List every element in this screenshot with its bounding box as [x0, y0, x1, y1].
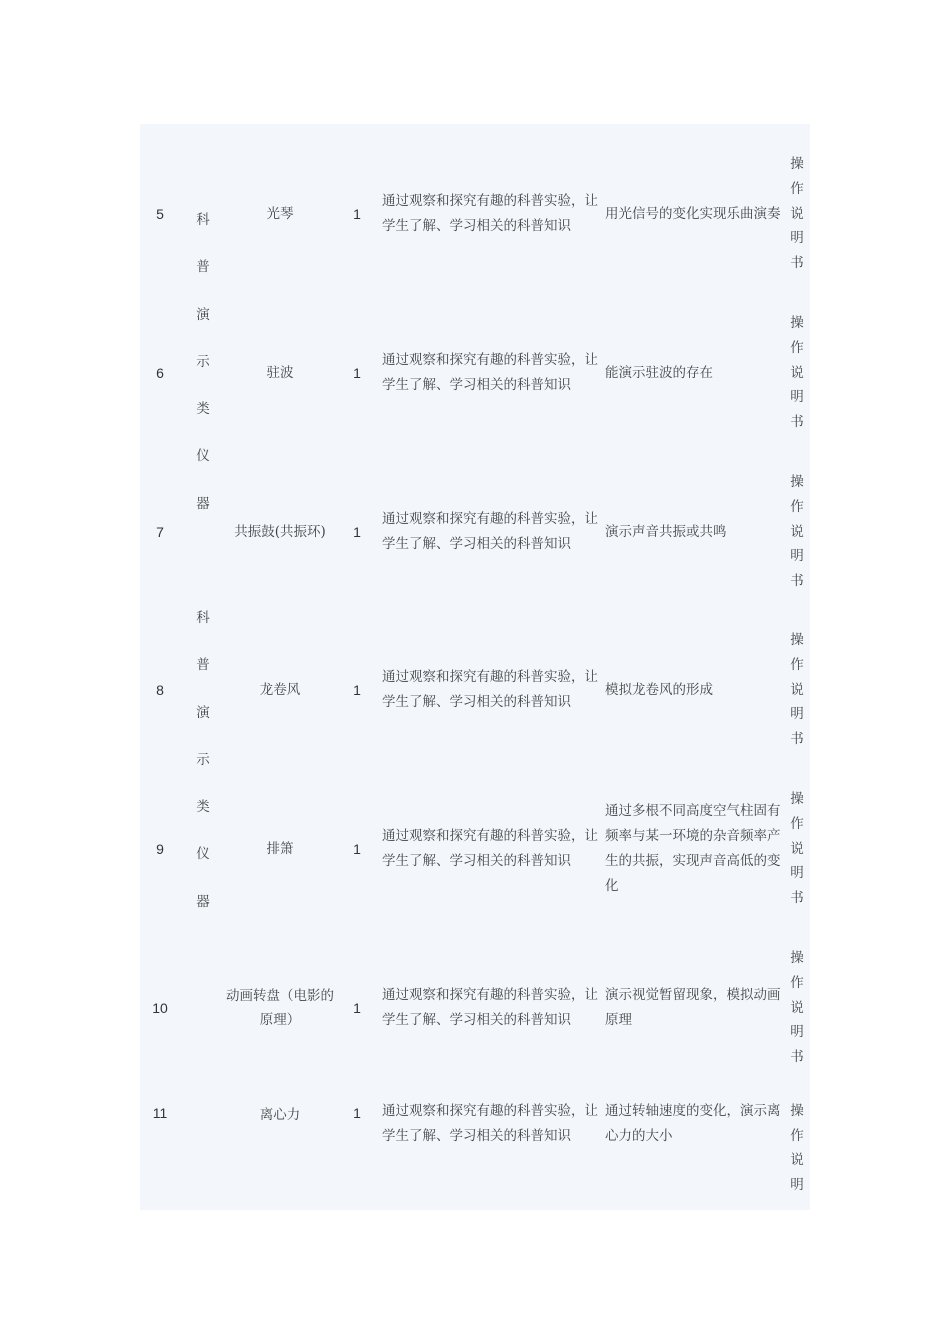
item-documentation: 操 作 说 明 书	[790, 474, 804, 590]
category-char: 普	[196, 657, 210, 674]
item-description: 能演示驻波的存在	[605, 364, 713, 381]
item-description: 用光信号的变化实现乐曲演奏	[605, 205, 781, 222]
item-goal: 通过观察和探究有趣的科普实验，让学生了解、学习相关的科普知识	[382, 987, 598, 1028]
row-number: 5	[156, 206, 164, 222]
row-number: 11	[152, 1105, 168, 1121]
category-char: 类	[196, 401, 210, 418]
item-goal: 通过观察和探究有趣的科普实验，让学生了解、学习相关的科普知识	[382, 511, 598, 552]
category-char: 科	[196, 212, 210, 228]
item-quantity: 1	[353, 365, 361, 381]
table-row	[140, 1099, 810, 1199]
table-row	[140, 936, 810, 1080]
item-quantity: 1	[353, 524, 361, 540]
item-name: 离心力	[259, 1107, 301, 1123]
item-quantity: 1	[353, 206, 361, 222]
category-char: 器	[196, 495, 210, 512]
item-documentation: 操 作 说 明 书	[790, 791, 804, 907]
category-char: 类	[196, 799, 210, 816]
item-description: 模拟龙卷风的形成	[605, 681, 713, 698]
item-name: 共振鼓(共振环)	[234, 524, 326, 540]
item-goal: 通过观察和探究有趣的科普实验，让学生了解、学习相关的科普知识	[382, 669, 598, 710]
category-char: 科	[196, 610, 210, 626]
category-char: 器	[196, 893, 210, 910]
table-row	[140, 142, 810, 286]
category-char: 演	[196, 306, 210, 323]
item-name: 排箫	[266, 841, 294, 857]
equipment-table	[140, 124, 810, 1210]
row-number: 8	[156, 682, 164, 698]
row-number: 6	[156, 365, 164, 381]
category-char: 仪	[196, 846, 210, 863]
row-number: 9	[156, 841, 164, 857]
table-row	[140, 618, 810, 762]
item-documentation: 操 作 说 明 书	[790, 950, 804, 1066]
item-quantity: 1	[353, 1105, 361, 1121]
item-quantity: 1	[353, 841, 361, 857]
item-name: 动画转盘（电影的原理）	[226, 988, 334, 1028]
item-goal: 通过观察和探究有趣的科普实验，让学生了解、学习相关的科普知识	[382, 193, 598, 234]
item-goal: 通过观察和探究有趣的科普实验，让学生了解、学习相关的科普知识	[382, 352, 598, 393]
item-quantity: 1	[353, 682, 361, 698]
item-goal: 通过观察和探究有趣的科普实验，让学生了解、学习相关的科普知识	[382, 828, 598, 869]
item-name: 光琴	[266, 206, 294, 222]
item-description: 演示声音共振或共鸣	[605, 523, 727, 540]
item-documentation: 操 作 说 明 书	[790, 632, 804, 748]
item-description: 通过转轴速度的变化，演示离心力的大小	[605, 1103, 781, 1144]
item-name: 驻波	[266, 365, 294, 381]
item-documentation: 操 作 说 明	[790, 1103, 804, 1194]
category-char: 示	[196, 751, 210, 768]
table-row	[140, 777, 810, 921]
table-row	[140, 301, 810, 445]
item-description: 通过多根不同高度空气柱固有频率与某一环境的杂音频率产生的共振，实现声音高低的变化	[605, 803, 781, 894]
category-char: 演	[196, 704, 210, 721]
item-name: 龙卷风	[259, 682, 301, 698]
item-documentation: 操 作 说 明 书	[790, 156, 804, 272]
item-description: 演示视觉暂留现象，模拟动画原理	[605, 987, 781, 1028]
row-number: 10	[152, 1000, 168, 1016]
row-number: 7	[156, 524, 164, 540]
item-goal: 通过观察和探究有趣的科普实验，让学生了解、学习相关的科普知识	[382, 1103, 598, 1144]
item-quantity: 1	[353, 1000, 361, 1016]
category-char: 仪	[196, 448, 210, 465]
item-documentation: 操 作 说 明 书	[790, 315, 804, 431]
category-char: 普	[196, 259, 210, 276]
table-row	[140, 460, 810, 604]
category-char: 示	[196, 353, 210, 370]
